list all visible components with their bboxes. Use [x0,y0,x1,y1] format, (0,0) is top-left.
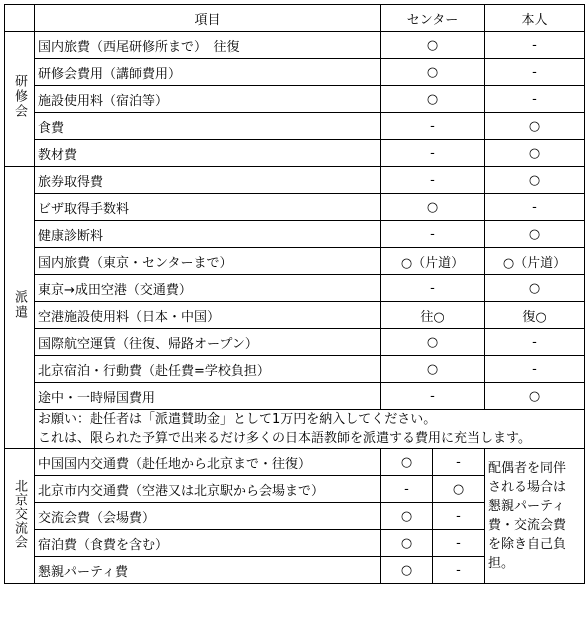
side-note-line: 懇親パーティ [488,499,565,514]
row-item: 中国国内交通費（赴任地から北京まで・往復） [35,449,381,476]
side-note-line: 担。 [488,556,515,571]
row-center: - [381,113,485,140]
row-item: 空港施設使用料（日本・中国） [35,302,381,329]
row-item: ビザ取得手数料 [35,194,381,221]
spouse-note [485,449,585,584]
row-self: - [485,329,585,356]
table-row [5,32,585,59]
table-row [5,86,585,113]
header-blank [5,5,35,32]
group-label-dispatch [5,167,35,449]
row-center: ○ [381,194,485,221]
group-label-training [5,32,35,167]
side-note-line: される場合は [488,480,567,495]
row-center: ○ [381,86,485,113]
group-label-dispatch-text: 派遣 [12,290,27,320]
row-self: ○（片道） [485,248,585,275]
table-row [5,449,585,476]
row-self: ○ [485,140,585,167]
row-center: ○ [381,59,485,86]
cost-share-table [4,4,585,584]
note-line: お願い：赴任者は「派遣賛助金」として1万円を納入してください。 [38,412,437,427]
row-item: 北京市内交通費（空港又は北京駅から会場まで） [35,476,381,503]
group-label-training-text: 研修会 [12,74,27,119]
table-row [5,356,585,383]
row-center: ○ [381,449,433,476]
side-note-line: を除き自己負 [488,537,567,552]
row-self: - [485,59,585,86]
row-self: ○ [485,221,585,248]
row-self: ○ [433,476,485,503]
row-item: 健康診断料 [35,221,381,248]
row-item: 東京→成田空港（交通費） [35,275,381,302]
row-item: 宿泊費（食費を含む） [35,530,381,557]
row-center: - [381,140,485,167]
header-item: 項目 [35,5,381,32]
row-item: 施設使用料（宿泊等） [35,86,381,113]
row-self: ○ [485,167,585,194]
group-label-beijing-text: 北京交流会 [12,478,27,549]
table-row [5,167,585,194]
header-center: センター [381,5,485,32]
row-self: ○ [485,275,585,302]
table-row [5,140,585,167]
row-self: 復○ [485,302,585,329]
row-self: ○ [485,113,585,140]
row-self: - [485,194,585,221]
table-row [5,302,585,329]
table-row [5,194,585,221]
row-item: 懇親パーティ費 [35,557,381,584]
row-self: - [485,356,585,383]
row-center: - [381,476,433,503]
note-line: これは、限られた予算で出来るだけ多くの日本語教師を派遣する費用に充当します。 [38,431,531,446]
note-row [5,410,585,449]
row-center: ○ [381,503,433,530]
row-center: 往○ [381,302,485,329]
row-item: 国際航空運賃（往復、帰路オープン） [35,329,381,356]
row-item: 国内旅費（西尾研修所まで） 往復 [35,32,381,59]
row-self: - [485,86,585,113]
group-label-beijing [5,449,35,584]
table-row [5,113,585,140]
row-item: 教材費 [35,140,381,167]
table-row [5,275,585,302]
row-self: - [433,449,485,476]
row-self: ○ [485,383,585,410]
side-note-line: 費・交流会費 [488,518,567,533]
row-item: 食費 [35,113,381,140]
row-center: ○ [381,557,433,584]
header-row [5,5,585,32]
row-center: ○ [381,32,485,59]
table-row [5,383,585,410]
row-item: 途中・一時帰国費用 [35,383,381,410]
row-self: - [433,530,485,557]
row-self: - [433,557,485,584]
row-center: - [381,383,485,410]
row-item: 国内旅費（東京・センターまで） [35,248,381,275]
dispatch-note [35,410,585,449]
table-row [5,59,585,86]
row-item: 研修会費用（講師費用） [35,59,381,86]
row-item: 交流会費（会場費） [35,503,381,530]
row-center: - [381,275,485,302]
table-row [5,248,585,275]
header-self: 本人 [485,5,585,32]
row-center: ○（片道） [381,248,485,275]
row-center: - [381,167,485,194]
table-row [5,221,585,248]
row-self: - [433,503,485,530]
row-item: 旅券取得費 [35,167,381,194]
row-center: - [381,221,485,248]
row-item: 北京宿泊・行動費（赴任費=学校負担） [35,356,381,383]
row-center: ○ [381,530,433,557]
row-center: ○ [381,329,485,356]
row-center: ○ [381,356,485,383]
side-note-line: 配偶者を同伴 [488,461,567,476]
table-row [5,329,585,356]
row-self: - [485,32,585,59]
